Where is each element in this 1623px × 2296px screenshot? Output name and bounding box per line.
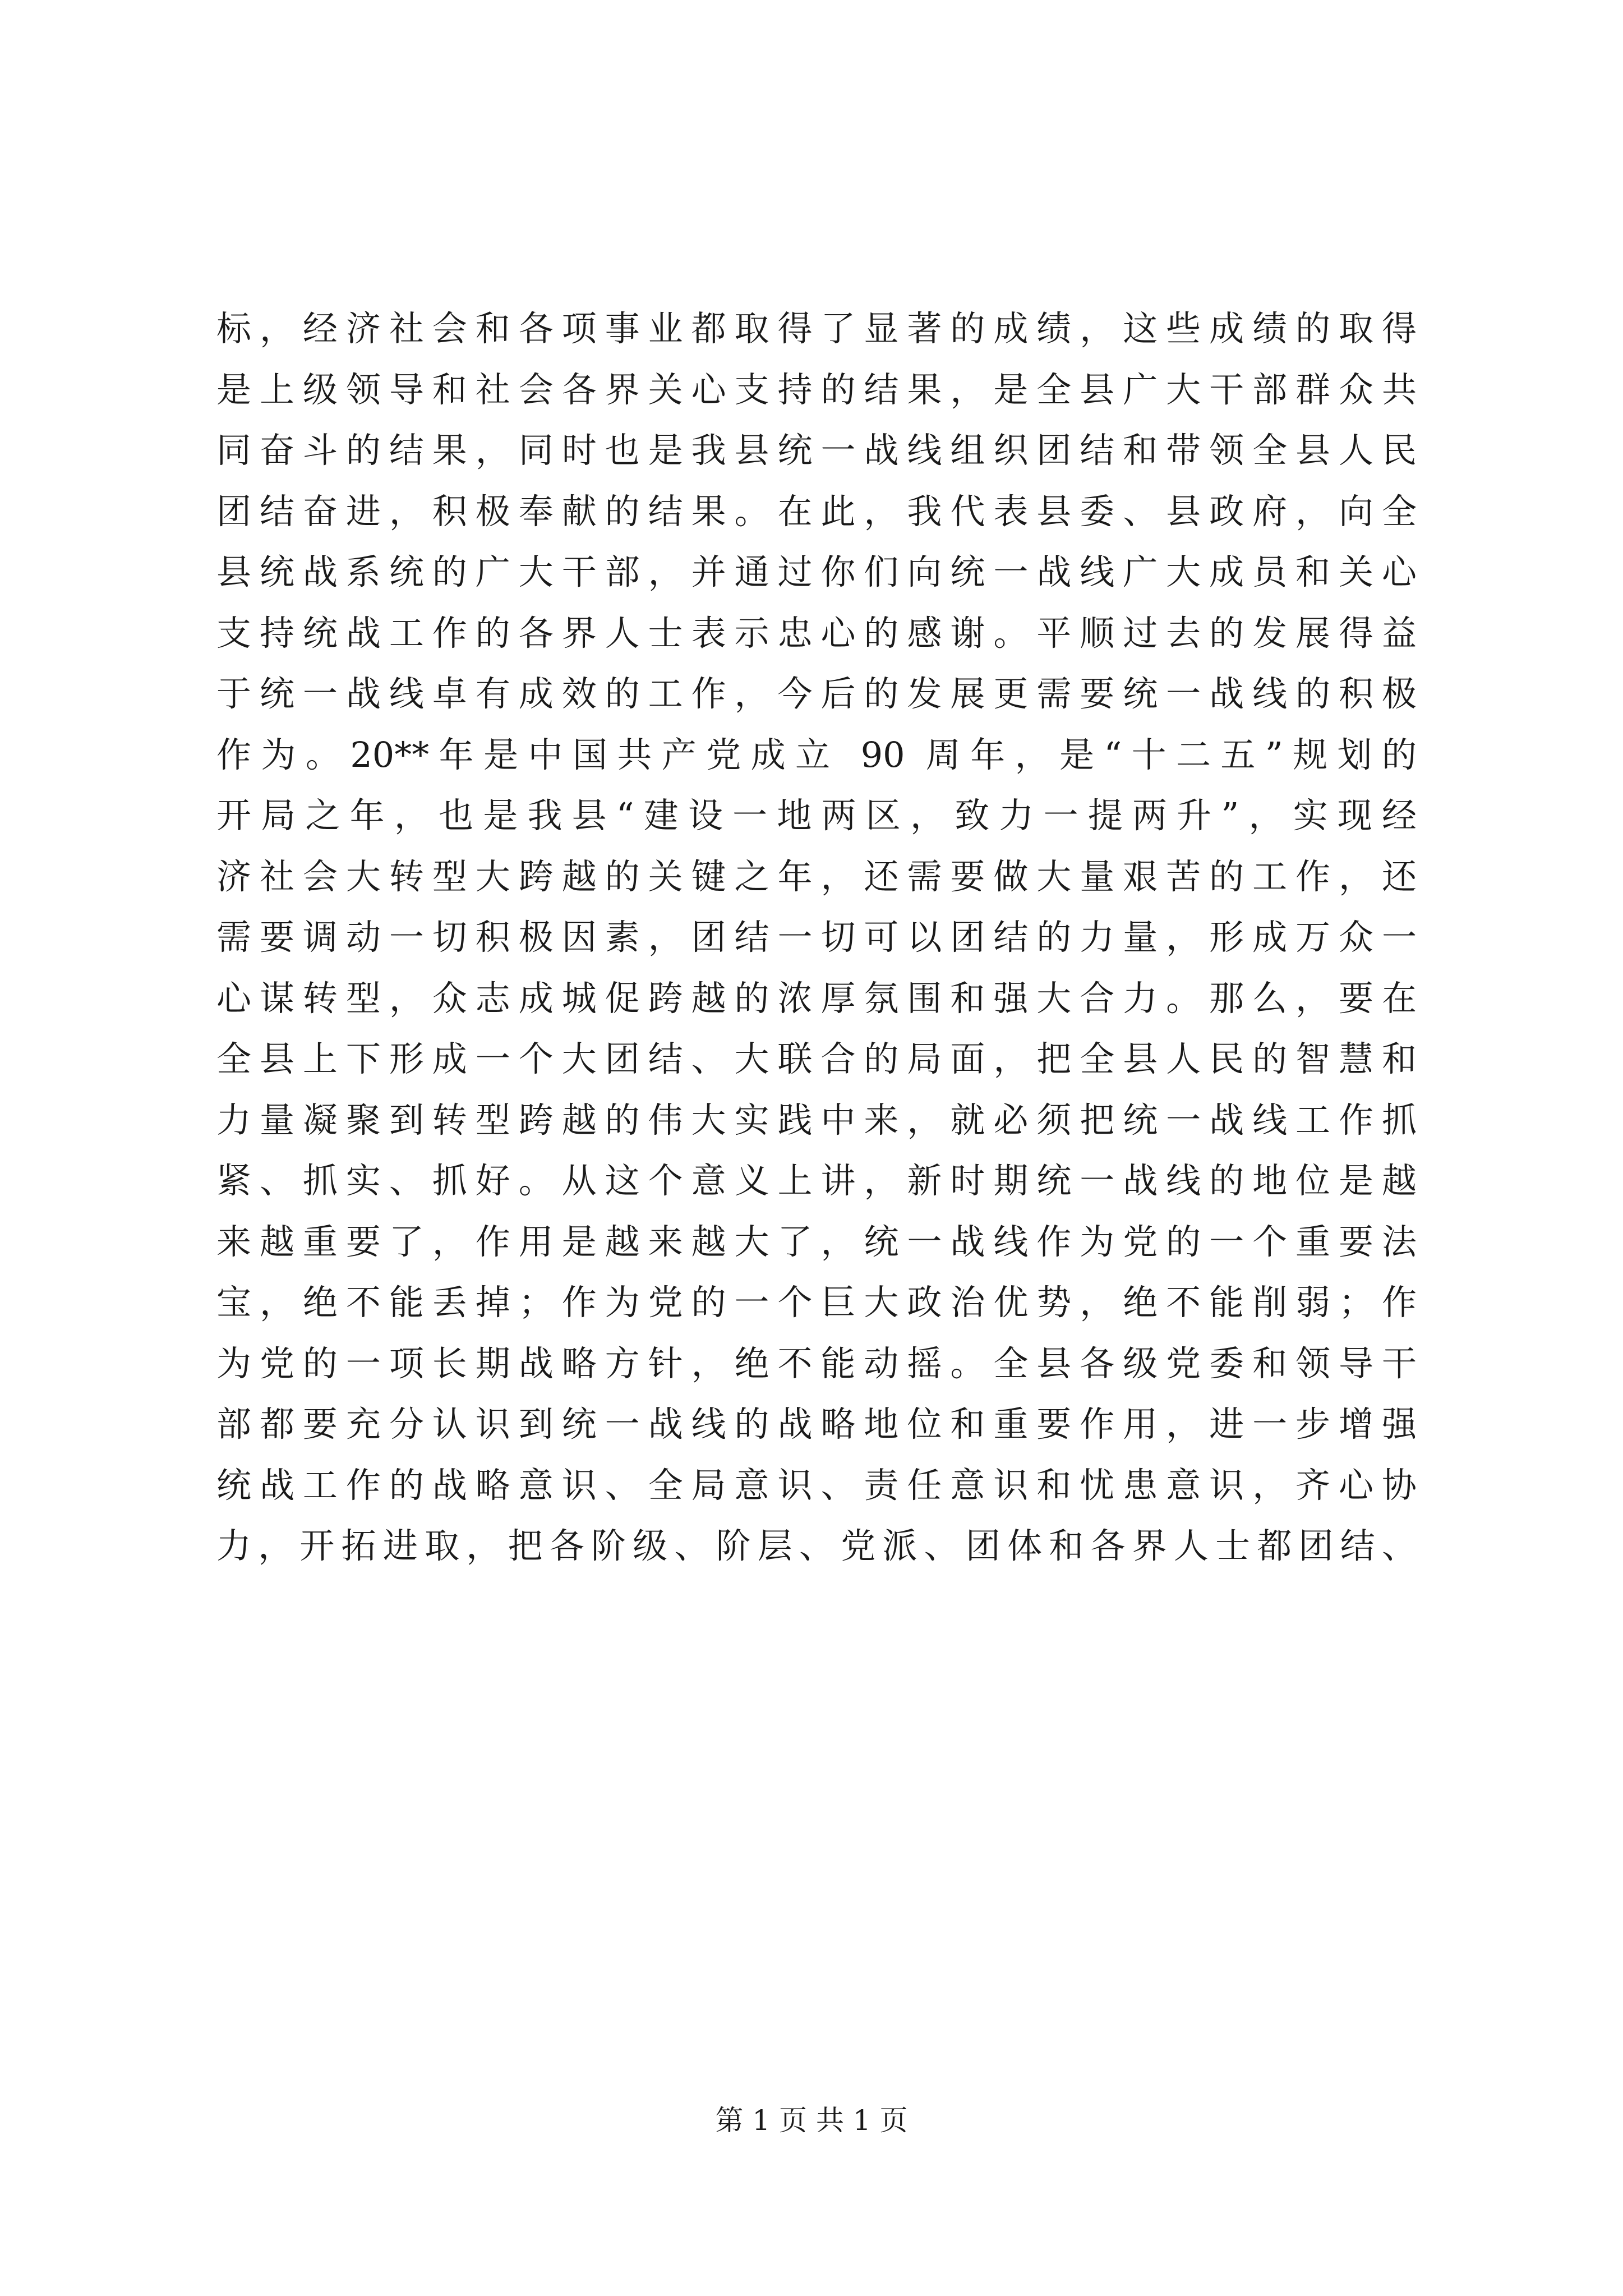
text-line: 力量凝聚到转型跨越的伟大实践中来，就必须把统一战线工作抓 [216, 1099, 1417, 1140]
text-line: 于统一战线卓有成效的工作，今后的发展更需要统一战线的积极 [216, 673, 1417, 714]
text-line: 力，开拓进取，把各阶级、阶层、党派、团体和各界人士都团结、 [216, 1525, 1417, 1566]
text-line: 来越重要了，作用是越来越大了，统一战线作为党的一个重要法 [216, 1221, 1417, 1262]
text-line: 支持统战工作的各界人士表示忠心的感谢。平顺过去的发展得益 [216, 612, 1417, 654]
text-line: 需要调动一切积极因素，团结一切可以团结的力量，形成万众一 [216, 917, 1417, 958]
text-line: 统战工作的战略意识、全局意识、责任意识和忧患意识，齐心协 [216, 1464, 1417, 1506]
text-line: 作为。20**年是中国共产党成立 90 周年，是“十二五”规划的 [216, 734, 1417, 775]
text-line: 部都要充分认识到统一战线的战略地位和重要作用，进一步增强 [216, 1404, 1417, 1444]
text-line: 是上级领导和社会各界关心支持的结果，是全县广大干部群众共 [216, 369, 1417, 410]
text-line: 宝，绝不能丢掉；作为党的一个巨大政治优势，绝不能削弱；作 [216, 1282, 1417, 1323]
body-text [216, 298, 1417, 1577]
text-line: 紧、抓实、抓好。从这个意义上讲，新时期统一战线的地位是越 [216, 1160, 1417, 1201]
text-line: 县统战系统的广大干部，并通过你们向统一战线广大成员和关心 [216, 551, 1417, 592]
page-number-footer: 第 1 页 共 1 页 [715, 2104, 908, 2137]
text-line: 心谋转型，众志成城促跨越的浓厚氛围和强大合力。那么，要在 [216, 977, 1417, 1019]
text-line: 同奋斗的结果，同时也是我县统一战线组织团结和带领全县人民 [216, 430, 1417, 471]
text-line: 济社会大转型大跨越的关键之年，还需要做大量艰苦的工作，还 [216, 855, 1417, 897]
text-line: 标，经济社会和各项事业都取得了显著的成绩，这些成绩的取得 [216, 308, 1417, 349]
text-line: 团结奋进，积极奉献的结果。在此，我代表县委、县政府，向全 [216, 490, 1417, 532]
text-line: 为党的一项长期战略方针，绝不能动摇。全县各级党委和领导干 [216, 1342, 1417, 1384]
text-line: 开局之年，也是我县“建设一地两区，致力一提两升”，实现经 [216, 795, 1417, 836]
text-line: 全县上下形成一个大团结、大联合的局面，把全县人民的智慧和 [216, 1038, 1417, 1079]
